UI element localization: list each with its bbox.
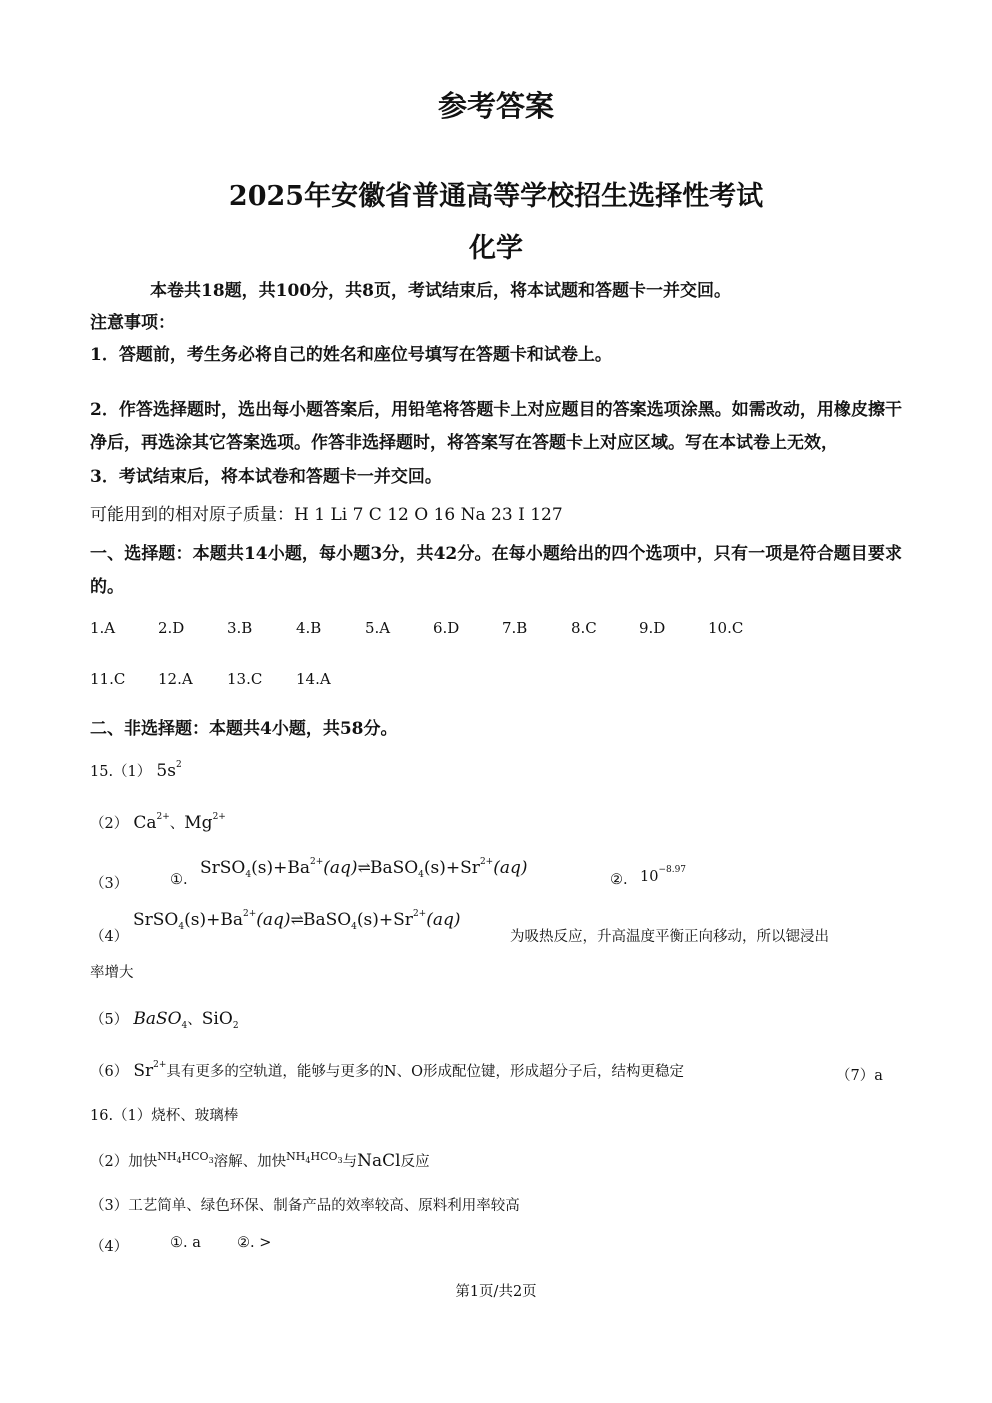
- choice-answer: 2.D: [158, 619, 185, 637]
- q15-part1-sup: 2: [175, 760, 182, 770]
- choice-answer: 3.B: [227, 619, 253, 637]
- choice-answer: 5.A: [365, 619, 391, 637]
- q16-hco3: HCO: [310, 1150, 338, 1163]
- q15-part3-circ1: ①.: [170, 872, 188, 888]
- q15-sr-ion-charge: 2+: [153, 1060, 167, 1070]
- section-1-heading: 一、选择题：本题共14小题，每小题3分，共42分。在每小题给出的四个选项中，只有一项是符合题目要求的。: [90, 544, 902, 597]
- eq-ba: +Ba: [273, 858, 310, 878]
- notice-heading: 注意事项：: [90, 313, 175, 333]
- eq-state: (s): [184, 910, 207, 930]
- q16-hco3-sub: 3: [208, 1156, 214, 1165]
- q16-part2-a: （2）加快: [90, 1154, 158, 1170]
- q15-part3-equation: [200, 858, 528, 878]
- q16-nh4-sub: 4: [305, 1156, 311, 1165]
- q15-part2-sep: 、: [169, 816, 185, 832]
- q15-part5-label: （5）: [90, 1012, 129, 1028]
- q15-ion-ca: Ca: [133, 813, 157, 833]
- q15-part7: （7）a: [836, 1068, 883, 1084]
- eq-sub: 4: [351, 922, 357, 932]
- q15-part4-label: （4）: [90, 929, 129, 945]
- subject-title: 化学: [469, 233, 523, 264]
- choice-answer: 9.D: [639, 619, 666, 637]
- q15-ion-mg-charge: 2+: [212, 812, 226, 822]
- choice-answer: 1.A: [90, 619, 116, 637]
- k-base: 10: [640, 869, 659, 885]
- eq-state-aq: (aq): [256, 910, 291, 930]
- eq-charge: 2+: [242, 909, 257, 919]
- choice-answer: 7.B: [502, 619, 528, 637]
- eq-baso4: BaSO: [369, 858, 419, 878]
- eq-state: (s): [356, 910, 379, 930]
- eq-state: (s): [251, 858, 274, 878]
- eq-sr: +Sr: [445, 858, 480, 878]
- choice-answer: 6.D: [433, 619, 460, 637]
- atomic-masses: 可能用到的相对原子质量：H 1 Li 7 C 12 O 16 Na 23 I 127: [90, 505, 563, 525]
- q16-hco3: HCO: [181, 1150, 209, 1163]
- q15-baso4: BaSO: [133, 1009, 182, 1029]
- q15-ion-ca-charge: 2+: [156, 812, 170, 822]
- q15-part4-continued: 率增大: [90, 965, 134, 981]
- q15-sr-ion: Sr: [133, 1061, 154, 1081]
- q16-part1: 16.（1）烧杯、玻璃棒: [90, 1108, 239, 1124]
- answer-key-title: 参考答案: [437, 89, 554, 123]
- eq-sub: 4: [418, 870, 424, 880]
- eq-charge: 2+: [309, 857, 324, 867]
- q16-part2-b: 溶解、加快: [213, 1154, 287, 1170]
- q16-hco3-sub: 3: [337, 1156, 343, 1165]
- q15-sio2-sub: 2: [232, 1021, 239, 1031]
- q15-part3-k-value: [640, 866, 686, 885]
- notice-item-3: 3．考试结束后，将本试卷和答题卡一并交回。: [90, 467, 442, 487]
- exam-intro: 本卷共18题，共100分，共8页，考试结束后，将本试题和答题卡一并交回。: [150, 281, 731, 301]
- q15-part3-circ2: ②.: [610, 872, 628, 888]
- q15-part6-label: （6）: [90, 1064, 129, 1080]
- equilibrium-arrow-icon: ⇌: [357, 858, 370, 877]
- eq-baso4: BaSO: [302, 910, 352, 930]
- q15-part4-equation: [133, 910, 461, 930]
- eq-state: (s): [423, 858, 446, 878]
- eq-state-aq: (aq): [426, 910, 461, 930]
- choice-answer: 14.A: [296, 670, 331, 688]
- q15-part6-text: 具有更多的空轨道，能够与更多的N、O形成配位键，形成超分子后，结构更稳定: [166, 1064, 684, 1080]
- section-2-heading: 二、非选择题：本题共4小题，共58分。: [90, 719, 398, 739]
- q16-part2-c: 与: [342, 1154, 358, 1170]
- q15-ion-mg: Mg: [184, 813, 213, 833]
- eq-charge: 2+: [412, 909, 427, 919]
- q15-part4-explanation: 为吸热反应，升高温度平衡正向移动，所以锶浸出: [510, 929, 829, 945]
- eq-sr: +Sr: [378, 910, 413, 930]
- q16-part2: [90, 1150, 430, 1171]
- eq-state-aq: (aq): [323, 858, 358, 878]
- eq-ba: +Ba: [206, 910, 243, 930]
- eq-srso4: SrSO: [200, 858, 246, 878]
- choice-answer: 10.C: [708, 619, 744, 637]
- q16-part4-b: ②. >: [237, 1235, 272, 1251]
- notice-item-2: 2．作答选择题时，选出每小题答案后，用铅笔将答题卡上对应题目的答案选项涂黑。如需改动，用橡皮擦干净后，再选涂其它答案选项。作答非选择题时，将答案写在答题卡上对应区域。写在本试卷上无效，: [90, 400, 902, 453]
- eq-sub: 4: [178, 922, 185, 932]
- q15-part2-label: （2）: [90, 816, 129, 832]
- choice-answer: 13.C: [227, 670, 263, 688]
- q16-nh4: NH: [157, 1150, 177, 1163]
- q15-part2: [90, 812, 226, 833]
- q15-part1: [90, 760, 182, 781]
- q16-nh4: NH: [286, 1150, 306, 1163]
- eq-srso4: SrSO: [133, 910, 179, 930]
- notice-item-1: 1．答题前，考生务必将自己的姓名和座位号填写在答题卡和试卷上。: [90, 345, 612, 365]
- q16-part2-d: 反应: [400, 1154, 430, 1170]
- q15-part3-label: （3）: [90, 876, 129, 892]
- eq-charge: 2+: [479, 857, 494, 867]
- eq-state-aq: (aq): [493, 858, 528, 878]
- q16-nacl: NaCl: [357, 1151, 401, 1171]
- q16-part3: （3）工艺简单、绿色环保、制备产品的效率较高、原料利用率较高: [90, 1198, 520, 1214]
- choice-answer: 11.C: [90, 670, 126, 688]
- eq-sub: 4: [245, 870, 252, 880]
- q15-part5: [90, 1008, 239, 1029]
- choice-answer: 12.A: [158, 670, 193, 688]
- k-exponent: −8.97: [658, 865, 687, 875]
- q15-baso4-sub: 4: [181, 1021, 188, 1031]
- page-footer: 第1页/共2页: [455, 1284, 537, 1300]
- choice-answer: 4.B: [296, 619, 322, 637]
- q16-part4-label: （4）: [90, 1239, 129, 1255]
- choice-answer: 8.C: [571, 619, 597, 637]
- q16-part4-a: ①. a: [170, 1235, 201, 1251]
- q15-part5-sep: 、: [187, 1012, 202, 1028]
- equilibrium-arrow-icon: ⇌: [290, 910, 303, 929]
- exam-title: 2025年安徽省普通高等学校招生选择性考试: [228, 181, 764, 212]
- q16-nh4-sub: 4: [176, 1156, 182, 1165]
- q15-sio2: SiO: [201, 1009, 233, 1029]
- q15-part1-answer: 5s: [156, 761, 176, 781]
- q15-part6: [90, 1060, 684, 1081]
- q15-part1-label: 15.（1）: [90, 764, 152, 780]
